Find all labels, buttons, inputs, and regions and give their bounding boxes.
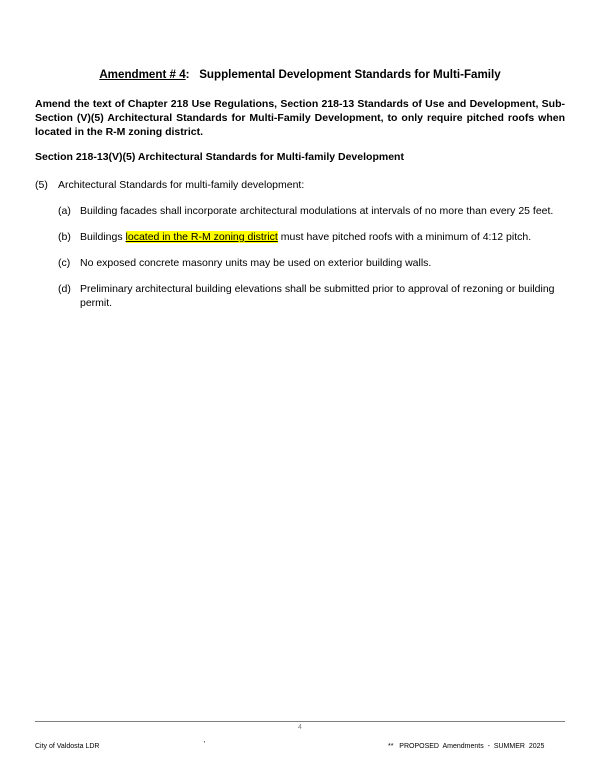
title-separator: :	[185, 68, 190, 81]
list-marker: (5)	[35, 179, 48, 191]
section-heading: Section 218-13(V)(5) Architectural Standards for Multi-family Development	[35, 151, 404, 163]
list-text: No exposed concrete masonry units may be used on exterior building walls.	[80, 257, 432, 269]
footer-divider	[35, 721, 565, 722]
intro-paragraph: Amend the text of Chapter 218 Use Regulations, Section 218-13 Standards of Use and Development, Sub-Section (V)(5) Architectural Standards for Multi-Family Development, to only require pitched roofs when located in the R-M zoning district.	[35, 98, 565, 138]
list-marker: (b)	[58, 231, 71, 243]
list-marker: (d)	[58, 283, 71, 295]
list-item-5	[35, 178, 565, 192]
list-marker: (c)	[58, 257, 71, 269]
amendment-label: Amendment # 4	[99, 68, 186, 81]
list-item-d	[58, 282, 568, 310]
page-title	[0, 68, 600, 82]
footer-mark: '	[204, 741, 206, 748]
list-text: Building facades shall incorporate architectural modulations at intervals of no more than every 25 feet.	[80, 205, 554, 217]
text-after-highlight: must have pitched roofs with a minimum of 4:12 pitch.	[277, 231, 532, 243]
highlighted-text: located in the R-M zoning district	[125, 231, 278, 243]
list-text: Architectural Standards for multi-family development:	[58, 179, 305, 191]
amendment-subject: Supplemental Development Standards for Multi-Family	[199, 68, 501, 81]
list-item-c	[58, 256, 568, 270]
list-item-a	[58, 204, 568, 218]
footer-left-text: City of Valdosta LDR	[35, 743, 100, 750]
list-item-b	[58, 230, 568, 244]
list-text: Preliminary architectural building elevations shall be submitted prior to approval of rezoning or building permit.	[80, 283, 555, 309]
list-marker: (a)	[58, 205, 71, 217]
text-before-highlight: Buildings	[80, 231, 126, 243]
list-text	[58, 230, 568, 244]
footer-right-text: ** PROPOSED Amendments - SUMMER 2025	[388, 743, 545, 750]
page-number: 4	[298, 724, 302, 731]
